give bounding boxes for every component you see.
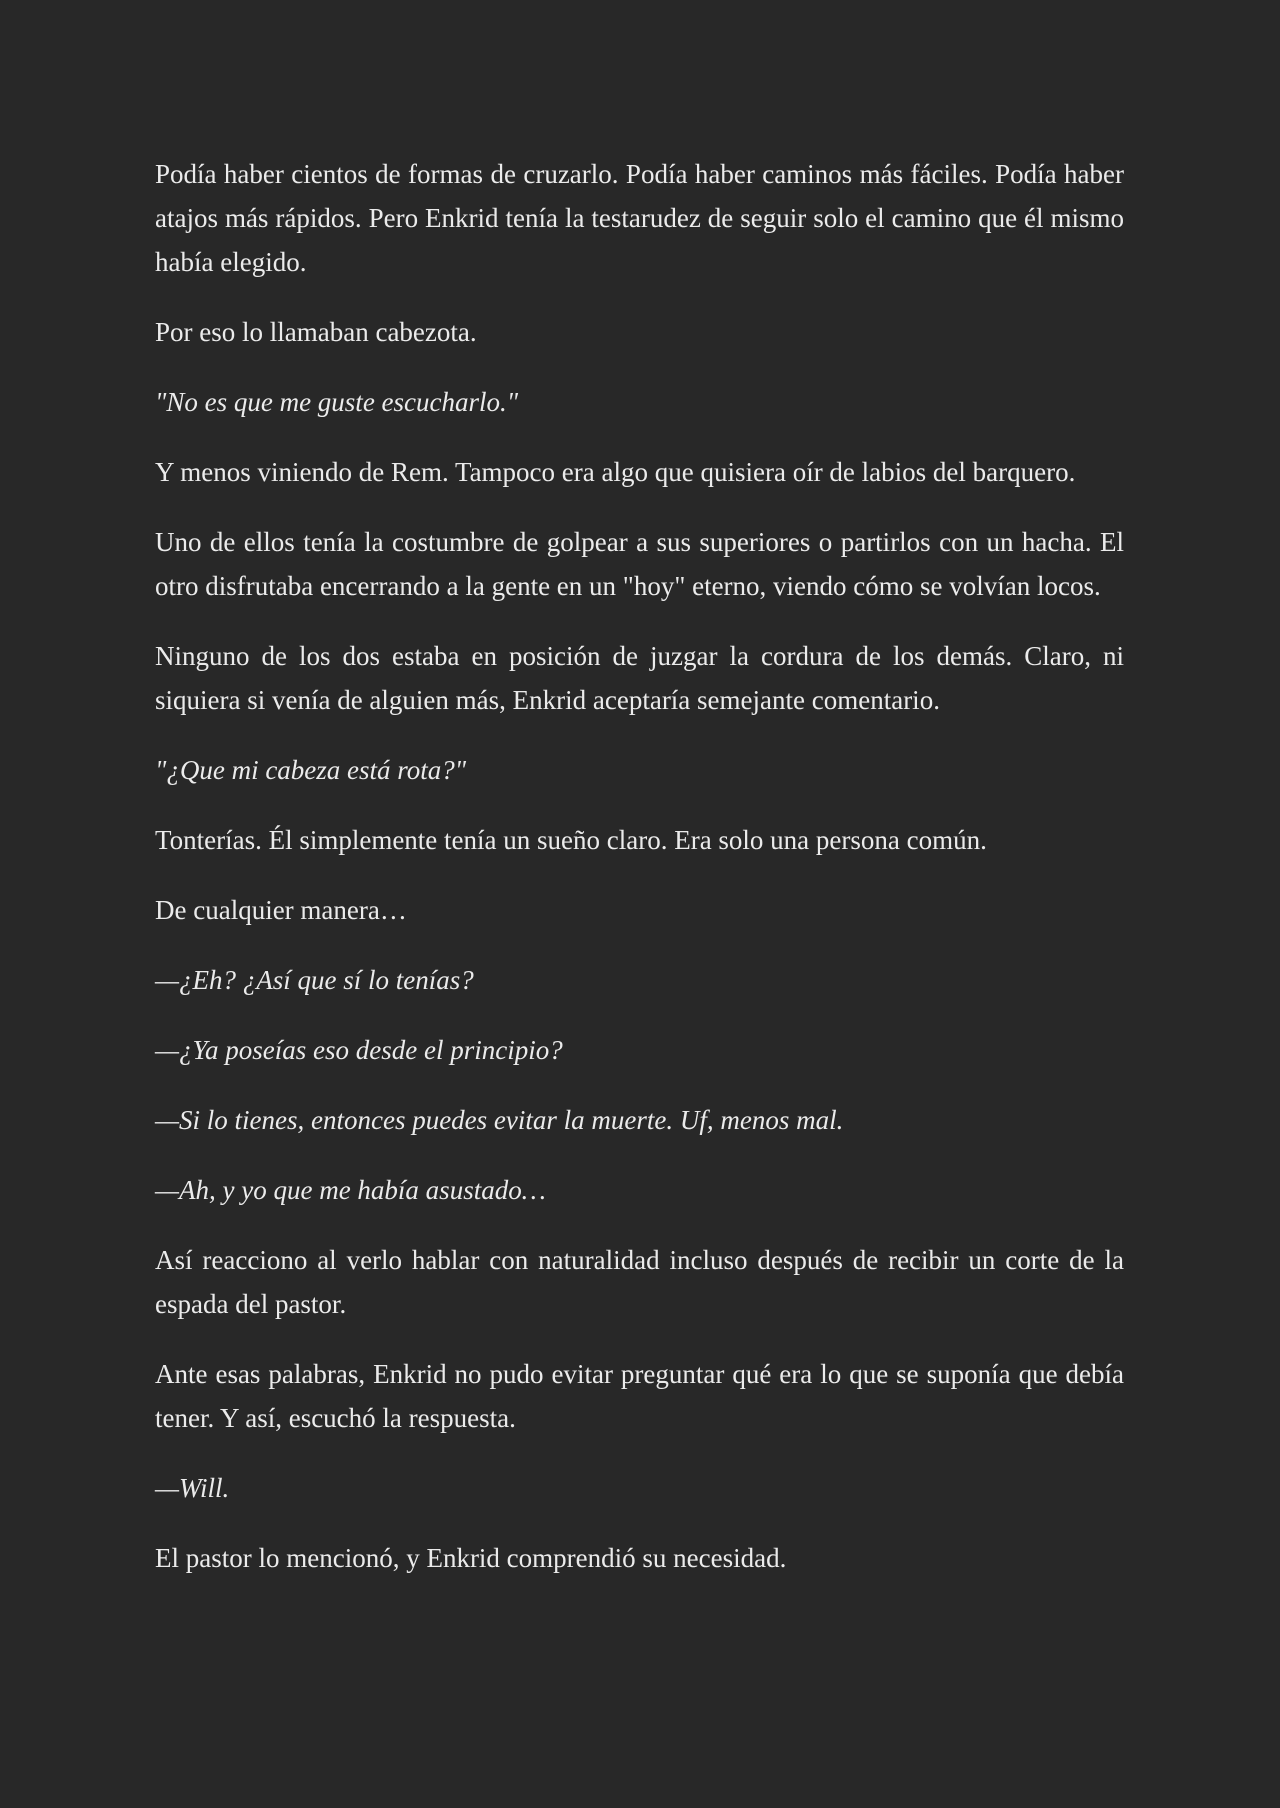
paragraph: Uno de ellos tenía la costumbre de golpear a sus superiores o partirlos con un hacha. El otro disfrutaba encerrando a la gente en un "hoy" eterno, viendo cómo se volvían locos. [155,527,1124,601]
paragraph: Por eso lo llamaban cabezota. [155,317,477,347]
paragraph: El pastor lo mencionó, y Enkrid comprendió su necesidad. [155,1543,787,1573]
dialogue-line: —¿Ya poseías eso desde el principio? [155,1035,563,1065]
paragraph: Ante esas palabras, Enkrid no pudo evitar preguntar qué era lo que se suponía que debía tener. Y así, escuchó la respuesta. [155,1359,1124,1433]
paragraph: Y menos viniendo de Rem. Tampoco era algo que quisiera oír de labios del barquero. [155,457,1076,487]
chapter-text [155,152,1124,1580]
thought-line: "No es que me guste escucharlo." [155,387,519,417]
dialogue-line: —Si lo tienes, entonces puedes evitar la muerte. Uf, menos mal. [155,1105,844,1135]
dialogue-line: —Will. [155,1473,230,1503]
paragraph: De cualquier manera… [155,895,407,925]
paragraph: Ninguno de los dos estaba en posición de juzgar la cordura de los demás. Claro, ni siquiera si venía de alguien más, Enkrid aceptaría semejante comentario. [155,641,1124,715]
dialogue-line: —Ah, y yo que me había asustado… [155,1175,546,1205]
paragraph: Tonterías. Él simplemente tenía un sueño claro. Era solo una persona común. [155,825,987,855]
paragraph: Así reacciono al verlo hablar con naturalidad incluso después de recibir un corte de la espada del pastor. [155,1245,1124,1319]
thought-line: "¿Que mi cabeza está rota?" [155,755,467,785]
paragraph: Podía haber cientos de formas de cruzarlo. Podía haber caminos más fáciles. Podía haber atajos más rápidos. Pero Enkrid tenía la testarudez de seguir solo el camino que él mismo había elegido. [155,159,1124,277]
dialogue-line: —¿Eh? ¿Así que sí lo tenías? [155,965,474,995]
